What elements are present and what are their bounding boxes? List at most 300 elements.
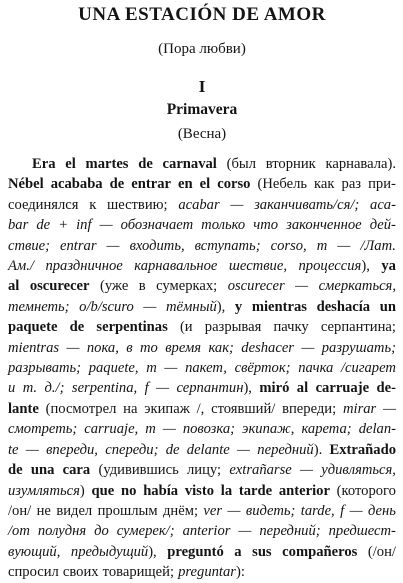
text-word <box>100 276 128 296</box>
chapter-title-translation: (Весна) <box>177 126 227 142</box>
vocabulary-note: вступать; <box>194 237 261 254</box>
translation-text: к <box>89 196 97 213</box>
vocabulary-note: — <box>349 502 363 519</box>
vocabulary-note: в <box>126 339 133 356</box>
spanish-text: tarde <box>238 482 273 499</box>
text-word <box>8 481 85 501</box>
text-word <box>180 317 193 337</box>
text-word <box>235 358 291 378</box>
spanish-text: deshacía <box>316 298 371 315</box>
text-line <box>8 378 396 398</box>
vocabulary-note: — <box>143 298 157 315</box>
text-word <box>330 440 397 460</box>
text-word <box>46 399 117 419</box>
text-word <box>92 481 115 501</box>
text-word <box>368 542 396 562</box>
text-word <box>167 542 224 562</box>
text-word <box>271 236 307 256</box>
vocabulary-note: — <box>295 278 309 295</box>
text-word <box>8 338 59 358</box>
text-word <box>342 174 362 194</box>
text-word <box>163 154 217 174</box>
vocabulary-note: mientras <box>8 339 60 356</box>
spanish-text: no <box>121 482 137 499</box>
text-word <box>316 378 369 398</box>
text-word <box>36 215 50 235</box>
spanish-text: Nébel <box>8 176 44 193</box>
text-word <box>110 174 125 194</box>
spanish-text: de <box>109 176 125 193</box>
vocabulary-note: oscurecer <box>227 278 285 295</box>
spanish-text: carnaval <box>162 156 217 172</box>
vocabulary-note: aca- <box>370 196 396 213</box>
spanish-text: a <box>234 543 242 560</box>
text-word <box>187 440 230 460</box>
translation-text: (и <box>179 319 193 336</box>
spanish-text: el <box>65 156 76 172</box>
vocabulary-note: до <box>94 523 109 540</box>
spanish-text: anterior <box>278 482 330 499</box>
spanish-text: y <box>234 298 243 315</box>
text-word <box>156 378 169 398</box>
text-word <box>242 419 294 439</box>
vocabulary-note: Ам./ <box>8 258 34 275</box>
vocabulary-note: темнеть; <box>8 298 70 315</box>
text-word <box>239 481 272 501</box>
text-line <box>8 317 396 337</box>
vocabulary-note: ver <box>203 502 223 519</box>
translation-text: (которого <box>336 482 396 499</box>
translation-text: разрывая <box>204 319 262 336</box>
text-word <box>45 256 122 276</box>
spanish-text: al <box>8 278 20 295</box>
text-word <box>350 501 363 521</box>
body-text <box>8 154 396 583</box>
vocabulary-note: карнавальное <box>134 258 218 275</box>
vocabulary-note: de <box>165 441 180 458</box>
translation-text: ), <box>361 258 370 275</box>
text-line <box>8 521 396 541</box>
vocabulary-note: передний; <box>259 523 321 540</box>
vocabulary-note: серпантин <box>176 380 244 397</box>
vocabulary-note: законченное <box>286 217 362 234</box>
text-word <box>123 399 137 419</box>
translation-text: спросил <box>8 564 59 581</box>
spanish-text: ya <box>381 258 396 275</box>
text-word <box>208 338 233 358</box>
vocabulary-note: сумерек/; <box>116 523 175 540</box>
vocabulary-note: разрывать; <box>8 360 82 377</box>
translation-text: вторник <box>265 156 316 172</box>
text-word <box>322 338 396 358</box>
translation-text: на <box>123 400 138 417</box>
spanish-text: mientras <box>251 298 307 315</box>
text-word <box>8 297 70 317</box>
translation-text: раз <box>341 176 362 193</box>
vocabulary-note: — <box>237 441 251 458</box>
text-word <box>337 236 350 256</box>
text-word <box>31 460 55 480</box>
text-word <box>8 236 50 256</box>
vocabulary-note: de <box>36 217 51 234</box>
translation-text: сумерках; <box>156 278 218 295</box>
spanish-text: serpentinas <box>96 319 168 336</box>
vocabulary-note: пока, <box>86 339 119 356</box>
vocabulary-note: te <box>8 441 19 458</box>
text-word <box>107 195 168 215</box>
vocabulary-note: разрушать; <box>321 339 396 356</box>
vocabulary-note: карета; <box>301 421 352 438</box>
translation-text: карнавала). <box>325 156 396 172</box>
story-title-translation: (Пора любви) <box>158 41 246 57</box>
vocabulary-note: — <box>300 462 313 479</box>
vocabulary-note: изумляться <box>8 482 80 499</box>
vocabulary-note: ствие; <box>8 237 50 254</box>
text-word <box>84 419 138 439</box>
vocabulary-note: acabar <box>178 196 220 213</box>
text-word <box>317 297 371 317</box>
text-word <box>23 378 37 398</box>
text-word <box>381 256 396 276</box>
vocabulary-note: tarde, <box>300 502 335 519</box>
vocabulary-note: m <box>316 237 328 254</box>
text-word <box>185 481 214 501</box>
translation-text: прошлым <box>97 502 158 519</box>
spanish-text: de <box>8 462 23 479</box>
text-word <box>46 440 98 460</box>
vocabulary-note: экипаж, <box>242 421 295 438</box>
vocabulary-note: — <box>227 502 241 519</box>
translation-text: (удивившись <box>98 462 179 479</box>
vocabulary-note: + <box>58 217 69 234</box>
text-word <box>230 195 243 215</box>
spanish-text: martes <box>85 156 129 172</box>
vocabulary-note: — <box>106 237 120 254</box>
vocabulary-note: /сигарет <box>340 360 396 377</box>
text-word <box>178 195 219 215</box>
vocabulary-note: paquete, <box>88 360 139 377</box>
text-word <box>321 460 396 480</box>
translation-text: стоявший/ <box>211 400 276 417</box>
text-line <box>8 195 396 215</box>
text-word <box>143 297 156 317</box>
text-word <box>156 276 217 296</box>
text-word <box>376 378 395 398</box>
chapter-title: Primavera <box>166 101 238 118</box>
text-word <box>166 297 225 317</box>
vocabulary-note: — <box>383 400 396 417</box>
text-word <box>337 481 396 501</box>
vocabulary-note: т. <box>22 380 38 397</box>
vocabulary-note: свёрток; <box>234 360 291 377</box>
translation-text: не <box>36 502 51 519</box>
text-word <box>45 378 65 398</box>
vocabulary-note: впереди, <box>46 441 98 458</box>
vocabulary-note: повозка; <box>182 421 235 438</box>
translation-text: лицу; <box>187 462 222 479</box>
text-line <box>8 542 396 562</box>
text-line <box>8 501 396 521</box>
text-word <box>65 154 76 174</box>
spanish-text: de <box>69 319 85 336</box>
text-word <box>298 358 333 378</box>
text-word <box>282 542 357 562</box>
text-word <box>8 256 34 276</box>
spanish-text: que <box>91 482 115 499</box>
text-word <box>185 358 227 378</box>
vocabulary-note: шествие, <box>228 258 287 275</box>
vocabulary-note: — <box>156 380 170 397</box>
text-word <box>238 521 251 541</box>
vocabulary-note: anterior <box>182 523 231 540</box>
spanish-text: Extrañado <box>329 441 396 458</box>
spanish-text: cara <box>62 462 91 479</box>
text-word <box>360 236 396 256</box>
translation-text: (посмотрел <box>45 400 117 417</box>
text-word <box>98 460 178 480</box>
vocabulary-note: /Лат. <box>360 237 396 254</box>
spanish-text: entrar <box>131 176 171 193</box>
vocabulary-note: serpentina, <box>71 380 138 397</box>
text-word <box>71 542 157 562</box>
text-word <box>166 440 180 460</box>
spanish-text: en <box>178 176 193 193</box>
text-word <box>295 276 308 296</box>
vocabulary-note: — <box>301 339 315 356</box>
text-line <box>8 358 396 378</box>
vocabulary-note: тёмный <box>166 298 217 315</box>
text-word <box>8 419 77 439</box>
vocabulary-note: f <box>340 502 345 519</box>
text-line <box>8 236 396 256</box>
translation-text: экипаж <box>144 400 190 417</box>
vocabulary-note: что <box>253 217 279 234</box>
text-word <box>229 256 287 276</box>
translation-text: впереди; <box>282 400 337 417</box>
text-word <box>301 419 351 439</box>
vocabulary-note: как; <box>208 339 234 356</box>
text-word <box>259 521 320 541</box>
vocabulary-note: смотреть; <box>8 421 78 438</box>
vocabulary-note: inf <box>76 217 92 234</box>
text-word <box>38 521 86 541</box>
vocabulary-note: m <box>145 421 156 438</box>
vocabulary-note: пачка <box>298 360 334 377</box>
translation-text: ), <box>216 298 226 315</box>
text-word <box>340 501 344 521</box>
text-word <box>103 562 174 582</box>
vocabulary-note: f <box>144 380 149 397</box>
vocabulary-note: обозначает <box>120 217 194 234</box>
text-word <box>297 378 308 398</box>
text-word <box>286 215 362 235</box>
text-word <box>163 419 176 439</box>
text-word <box>253 215 278 235</box>
text-word <box>343 399 376 419</box>
text-word <box>370 215 396 235</box>
vocabulary-note: пакет, <box>185 360 227 377</box>
text-word <box>143 481 178 501</box>
text-word <box>8 174 44 194</box>
text-word <box>138 154 153 174</box>
spanish-text: de <box>138 156 153 172</box>
text-line <box>8 338 396 358</box>
text-word <box>37 501 51 521</box>
text-word <box>164 358 177 378</box>
text-word <box>79 297 134 317</box>
text-word <box>282 399 336 419</box>
text-word <box>8 501 31 521</box>
text-word <box>126 338 132 358</box>
text-line <box>8 256 396 276</box>
text-word <box>8 521 30 541</box>
text-word <box>319 276 396 296</box>
text-line <box>8 562 396 582</box>
vocabulary-note: bar <box>8 217 29 234</box>
text-word <box>176 378 251 398</box>
text-word <box>266 154 316 174</box>
vocabulary-note: mirar <box>342 400 377 417</box>
text-word <box>301 501 335 521</box>
vocabulary-note: — <box>99 217 113 234</box>
text-word <box>26 440 39 460</box>
text-word <box>197 399 205 419</box>
text-word <box>178 174 193 194</box>
text-word <box>87 338 119 358</box>
spanish-text: la <box>220 482 233 499</box>
text-word <box>8 460 23 480</box>
text-word <box>63 562 99 582</box>
vocabulary-note: время <box>165 339 202 356</box>
text-word <box>145 419 156 439</box>
spanish-text: miró <box>259 380 290 397</box>
text-word <box>121 215 193 235</box>
text-word <box>235 297 242 317</box>
vocabulary-note: entrar <box>60 237 97 254</box>
spanish-text: una <box>30 462 55 479</box>
translation-text: в <box>138 278 146 295</box>
chapter-number: I <box>198 77 206 96</box>
translation-text: ), <box>148 543 157 560</box>
text-word <box>8 276 19 296</box>
text-word <box>134 256 217 276</box>
translation-text: как <box>314 176 335 193</box>
text-word <box>368 174 396 194</box>
vocabulary-note: спереди; <box>105 441 159 458</box>
text-word <box>8 195 78 215</box>
translation-text: ) <box>79 482 85 499</box>
text-word <box>370 195 396 215</box>
text-word <box>259 378 289 398</box>
text-word <box>234 542 241 562</box>
text-word <box>89 358 139 378</box>
vocabulary-note: m <box>146 360 157 377</box>
text-word <box>246 501 296 521</box>
vocabulary-note: то <box>139 339 158 356</box>
text-word <box>105 440 158 460</box>
text-word <box>227 501 240 521</box>
text-word <box>314 174 334 194</box>
vocabulary-note: preguntar <box>178 564 236 581</box>
vocabulary-note: deshacer <box>241 339 294 356</box>
text-word <box>8 542 60 562</box>
vocabulary-note: corso, <box>270 237 307 254</box>
vocabulary-note: — <box>164 360 178 377</box>
text-word <box>8 317 57 337</box>
translation-text: соединялся <box>8 196 79 213</box>
vocabulary-note: заканчивать/ся/; <box>254 196 360 213</box>
vocabulary-note: передний <box>257 441 314 458</box>
vocabulary-note: — <box>66 339 80 356</box>
vocabulary-note: carruaje, <box>84 421 139 438</box>
text-word <box>131 174 171 194</box>
translation-text: /он/ <box>8 502 32 519</box>
spanish-text: Era <box>32 156 56 172</box>
text-line <box>8 215 396 235</box>
translation-text: товарищей; <box>102 564 175 581</box>
vocabulary-note: удивляться, <box>321 462 396 479</box>
text-word <box>200 174 211 194</box>
text-word <box>257 440 322 460</box>
text-word <box>279 481 330 501</box>
text-line <box>8 440 396 460</box>
text-word <box>329 521 396 541</box>
vocabulary-note: дей- <box>369 217 396 234</box>
translation-text: серпантина; <box>320 319 396 336</box>
text-word <box>298 256 369 276</box>
spanish-text: preguntó <box>167 543 224 560</box>
text-word <box>76 215 91 235</box>
text-word <box>8 440 19 460</box>
spanish-text: el <box>199 176 211 193</box>
spanish-text: paquete <box>8 319 58 336</box>
spanish-text: acababa <box>50 176 103 193</box>
spanish-text: compañeros <box>282 543 358 560</box>
translation-text: (/он/ <box>367 543 396 560</box>
text-word <box>183 419 235 439</box>
text-line <box>8 419 396 439</box>
translation-text: шествию; <box>107 196 168 213</box>
text-line <box>8 297 396 317</box>
text-word <box>252 542 271 562</box>
translation-text: ). <box>313 441 323 458</box>
text-word <box>178 562 245 582</box>
text-word <box>58 215 68 235</box>
spanish-text: al <box>296 380 309 397</box>
text-word <box>8 378 15 398</box>
vocabulary-note: предшест- <box>328 523 396 540</box>
text-word <box>117 521 175 541</box>
text-word <box>145 378 149 398</box>
text-word <box>359 419 396 439</box>
text-word <box>98 501 158 521</box>
text-word <box>229 460 291 480</box>
vocabulary-note: delan- <box>358 421 396 438</box>
vocabulary-note: — <box>230 196 244 213</box>
text-word <box>227 154 256 174</box>
translation-text: своих <box>62 564 99 581</box>
text-word <box>165 338 201 358</box>
text-line <box>8 154 396 174</box>
text-word <box>146 358 157 378</box>
story-title: UNA ESTACIÓN DE AMOR <box>78 4 326 25</box>
text-word <box>211 399 275 419</box>
text-word <box>273 317 308 337</box>
text-word <box>317 236 328 256</box>
translation-text: пачку <box>273 319 309 336</box>
text-word <box>96 317 167 337</box>
spanish-text: carruaje <box>315 380 370 397</box>
